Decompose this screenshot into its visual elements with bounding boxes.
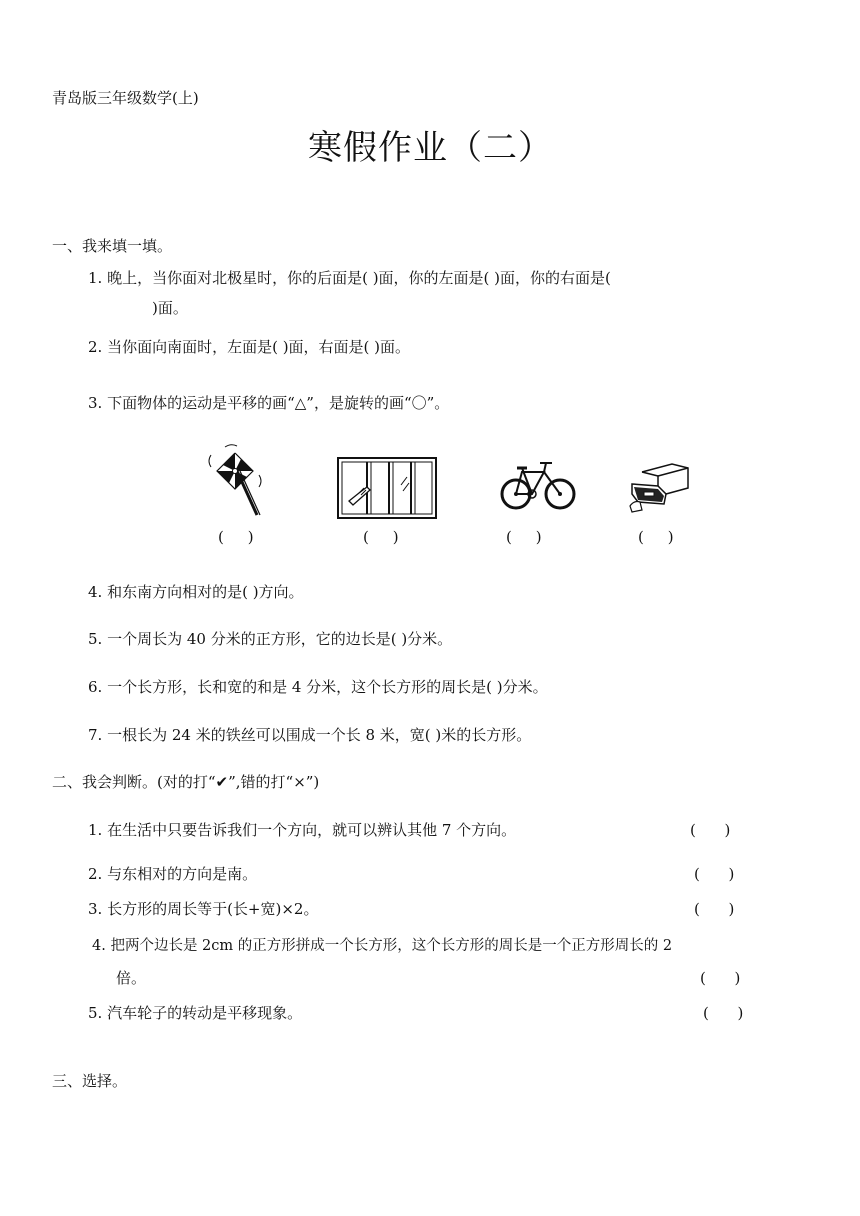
book-subtitle: 青岛版三年级数学(上): [52, 89, 199, 107]
section3-heading: 三、选择。: [52, 1072, 128, 1090]
judge-answer-1[interactable]: ( ): [690, 821, 731, 839]
bicycle-answer-blank[interactable]: ( ): [506, 528, 542, 546]
pinwheel-answer-blank[interactable]: ( ): [218, 528, 254, 546]
question-3: 3. 下面物体的运动是平移的画“△”，是旋转的画“〇”。: [88, 394, 450, 412]
judge-answer-3[interactable]: ( ): [694, 900, 735, 918]
judge-item-2: 2. 与东相对的方向是南。: [88, 865, 258, 883]
question-1-line2: )面。: [152, 299, 188, 317]
judge-item-4-line1: 4. 把两个边长是 2cm 的正方形拼成一个长方形，这个长方形的周长是一个正方形周长的 2: [92, 938, 673, 954]
drawer-answer-blank[interactable]: ( ): [638, 528, 674, 546]
section2-heading: 二、我会判断。(对的打“✔”,错的打“×”): [52, 773, 320, 791]
window-answer-blank[interactable]: ( ): [363, 528, 399, 546]
judge-item-1: 1. 在生活中只要告诉我们一个方向，就可以辨认其他 7 个方向。: [88, 821, 517, 839]
judge-answer-2[interactable]: ( ): [694, 865, 735, 883]
page-title: 寒假作业（二）: [308, 128, 553, 168]
question-6: 6. 一个长方形，长和宽的和是 4 分米，这个长方形的周长是( )分米。: [88, 678, 548, 696]
sliding-window-icon: [337, 457, 437, 519]
question-2: 2. 当你面向南面时，左面是( )面，右面是( )面。: [88, 338, 411, 356]
question-5: 5. 一个周长为 40 分米的正方形，它的边长是( )分米。: [88, 630, 453, 648]
judge-item-4-line2: 倍。: [116, 969, 147, 987]
question-4: 4. 和东南方向相对的是( )方向。: [88, 583, 304, 601]
judge-answer-5[interactable]: ( ): [703, 1004, 744, 1022]
judge-answer-4[interactable]: ( ): [700, 969, 741, 987]
judge-item-3: 3. 长方形的周长等于(长+宽)×2。: [88, 900, 319, 918]
drawer-icon: [628, 462, 690, 514]
section1-heading: 一、我来填一填。: [52, 237, 173, 255]
judge-item-5: 5. 汽车轮子的转动是平移现象。: [88, 1004, 303, 1022]
question-1-line1: 1. 晚上，当你面对北极星时，你的后面是( )面，你的左面是( )面，你的右面是(: [88, 269, 611, 287]
question-7: 7. 一根长为 24 米的铁丝可以围成一个长 8 米，宽( )米的长方形。: [88, 726, 532, 744]
bicycle-icon: [500, 458, 576, 514]
pinwheel-icon: [205, 443, 267, 519]
